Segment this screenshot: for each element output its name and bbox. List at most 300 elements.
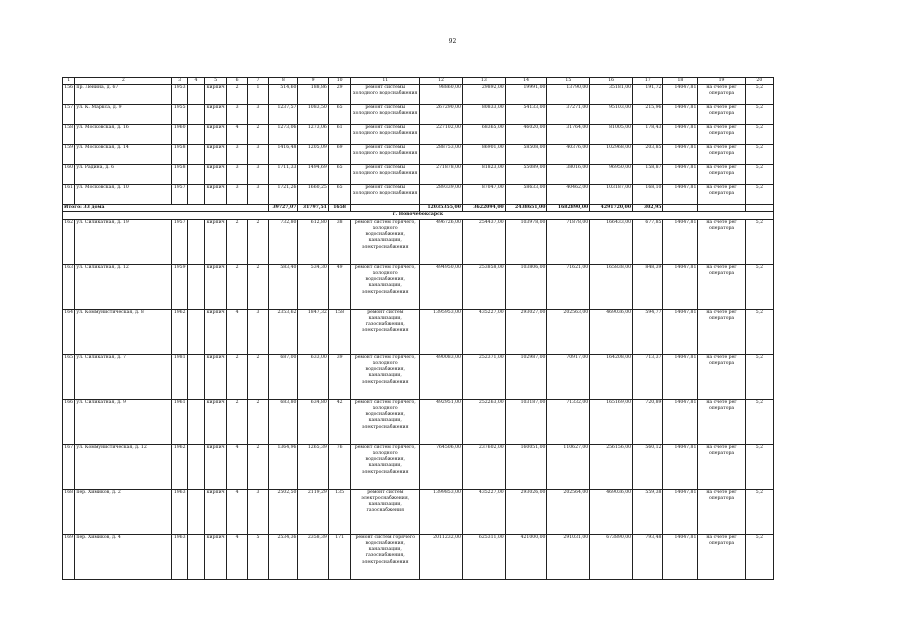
max-unit-cost: 14047,81 xyxy=(663,264,698,309)
column-4 xyxy=(188,399,205,444)
table-row xyxy=(63,264,774,309)
cost-fund: 253858,00 xyxy=(462,264,505,309)
living-area: 2119,29 xyxy=(298,489,328,534)
living-area: 1273,06 xyxy=(298,125,328,145)
cost-fund: 80833,00 xyxy=(462,105,505,125)
address: ул. Силикатная, д. 12 xyxy=(75,264,172,309)
build-year: 1959 xyxy=(172,264,188,309)
term: 5,2 xyxy=(745,219,773,264)
column-4 xyxy=(188,309,205,354)
column-number: 6 xyxy=(227,78,247,85)
total-area: 683,80 xyxy=(269,399,298,444)
column-4 xyxy=(188,219,205,264)
total-cost: 1399853,00 xyxy=(420,489,463,534)
cost-fund: 254437,00 xyxy=(462,219,505,264)
wall-material: кирпич xyxy=(204,309,227,354)
build-year: 1953 xyxy=(172,85,188,105)
row-number: 159 xyxy=(63,145,75,165)
cost-owners: 165169,00 xyxy=(590,399,633,444)
build-year: 1957 xyxy=(172,219,188,264)
cost-owners: 103187,00 xyxy=(590,185,633,205)
unit-cost: 713,37 xyxy=(633,354,663,399)
row-number: 156 xyxy=(63,85,75,105)
column-number: 14 xyxy=(505,78,547,85)
table-row xyxy=(63,354,774,399)
total-area: 514,60 xyxy=(269,85,298,105)
unit-cost: 559,38 xyxy=(633,489,663,534)
term: 5,2 xyxy=(745,264,773,309)
living-area: 1265,39 xyxy=(298,444,328,489)
address: ул. Силикатная, д. 7 xyxy=(75,354,172,399)
work-type: ремонт системы холодного водоснабжения xyxy=(351,185,420,205)
unit-cost: 191,72 xyxy=(633,85,663,105)
entrances: 2 xyxy=(247,444,268,489)
cost-budget-2: 291031,00 xyxy=(547,534,590,579)
entrances: 3 xyxy=(247,145,268,165)
total-cost: 271878,00 xyxy=(420,165,463,185)
residents: 42 xyxy=(328,399,351,444)
living-area: 1847,32 xyxy=(298,309,328,354)
max-unit-cost: 14047,81 xyxy=(663,125,698,145)
row-number: 166 xyxy=(63,399,75,444)
column-4 xyxy=(188,145,205,165)
address: пер. Химиков, д. 4 xyxy=(75,534,172,579)
living-area: 2358,39 xyxy=(298,534,328,579)
fund-method: на счете рег оператора xyxy=(698,105,745,125)
total-p: 1658 xyxy=(328,205,351,212)
residents: 39 xyxy=(328,354,351,399)
cost-budget-1: 58508,00 xyxy=(505,145,547,165)
total-cost: 288753,00 xyxy=(420,145,463,165)
residents: 158 xyxy=(328,309,351,354)
cost-budget-2: 71332,00 xyxy=(547,399,590,444)
column-number: 12 xyxy=(420,78,463,85)
cost-owners: 165838,00 xyxy=(590,264,633,309)
entrances: 3 xyxy=(247,165,268,185)
total-empty xyxy=(663,205,698,212)
column-4 xyxy=(188,354,205,399)
column-4 xyxy=(188,185,205,205)
total-cost: 289339,00 xyxy=(420,185,463,205)
cost-budget-1: 160051,00 xyxy=(505,444,547,489)
unit-cost: 178,43 xyxy=(633,125,663,145)
cost-budget-2: 38016,00 xyxy=(547,165,590,185)
wall-material: кирпич xyxy=(204,165,227,185)
column-number: 3 xyxy=(172,78,188,85)
table-row xyxy=(63,489,774,534)
max-unit-cost: 14047,81 xyxy=(663,85,698,105)
address: ул. К. Маркса, д. 9 xyxy=(75,105,172,125)
floors: 2 xyxy=(227,264,247,309)
wall-material: кирпич xyxy=(204,489,227,534)
column-number: 7 xyxy=(247,78,268,85)
row-number: 158 xyxy=(63,125,75,145)
column-number: 4 xyxy=(188,78,205,85)
cost-owners: 102968,00 xyxy=(590,145,633,165)
term: 5,2 xyxy=(745,534,773,579)
term: 5,2 xyxy=(745,309,773,354)
cost-budget-1: 102987,00 xyxy=(505,354,547,399)
max-unit-cost: 14047,81 xyxy=(663,219,698,264)
unit-cost: 793,48 xyxy=(633,534,663,579)
cost-fund: 625311,00 xyxy=(462,534,505,579)
cost-owners: 164208,00 xyxy=(590,354,633,399)
floors: 4 xyxy=(227,444,247,489)
residents: 29 xyxy=(328,85,351,105)
max-unit-cost: 14047,81 xyxy=(663,489,698,534)
cost-budget-2: 71621,00 xyxy=(547,264,590,309)
total-cost: 496726,00 xyxy=(420,219,463,264)
residents: 65 xyxy=(328,105,351,125)
total-area: 2353,62 xyxy=(269,309,298,354)
total-empty xyxy=(745,205,773,212)
cost-budget-2: 13790,00 xyxy=(547,85,590,105)
build-year: 1958 xyxy=(172,145,188,165)
work-type: ремонт системы холодного водоснабжения xyxy=(351,125,420,145)
work-type: ремонт системы холодного водоснабжения xyxy=(351,165,420,185)
floors: 4 xyxy=(227,309,247,354)
entrances: 1 xyxy=(247,85,268,105)
unit-cost: 168,10 xyxy=(633,185,663,205)
fund-method: на счете рег оператора xyxy=(698,444,745,489)
max-unit-cost: 14047,81 xyxy=(663,399,698,444)
max-unit-cost: 14047,81 xyxy=(663,534,698,579)
term: 5,2 xyxy=(745,354,773,399)
table-row xyxy=(63,399,774,444)
unit-cost: 215,96 xyxy=(633,105,663,125)
build-year: 1960 xyxy=(172,125,188,145)
living-area: 188,86 xyxy=(298,85,328,105)
column-number: 20 xyxy=(745,78,773,85)
entrances: 2 xyxy=(247,354,268,399)
total-cost: 492951,00 xyxy=(420,399,463,444)
cost-budget-2: 40462,00 xyxy=(547,185,590,205)
page-number: 92 xyxy=(448,38,457,45)
table-row xyxy=(63,309,774,354)
cost-budget-1: 103806,00 xyxy=(505,264,547,309)
max-unit-cost: 14047,81 xyxy=(663,165,698,185)
unit-cost: 203,85 xyxy=(633,145,663,165)
table-row xyxy=(63,185,774,205)
row-number: 165 xyxy=(63,354,75,399)
build-year: 1962 xyxy=(172,444,188,489)
address: ул. Радина, д. 6 xyxy=(75,165,172,185)
total-cost: 267290,00 xyxy=(420,105,463,125)
column-4 xyxy=(188,105,205,125)
total-cost: 764506,00 xyxy=(420,444,463,489)
column-number: 9 xyxy=(298,78,328,85)
total-a2: 31797,51 xyxy=(298,205,328,212)
floors: 2 xyxy=(227,85,247,105)
total-cost: 490083,00 xyxy=(420,354,463,399)
total-row xyxy=(63,205,774,212)
wall-material: кирпич xyxy=(204,85,227,105)
build-year: 1963 xyxy=(172,534,188,579)
row-number: 161 xyxy=(63,185,75,205)
cost-budget-1: 103978,00 xyxy=(505,219,547,264)
max-unit-cost: 14047,81 xyxy=(663,145,698,165)
work-type: ремонт системы холодного водоснабжения xyxy=(351,105,420,125)
column-number: 8 xyxy=(269,78,298,85)
row-number: 162 xyxy=(63,219,75,264)
entrances: 3 xyxy=(247,489,268,534)
cost-budget-2: 31764,00 xyxy=(547,125,590,145)
work-type: ремонт систем электроснабжения, канализации, газоснабжения xyxy=(351,489,420,534)
column-4 xyxy=(188,489,205,534)
cost-fund: 86901,00 xyxy=(462,145,505,165)
fund-method: на счете рег оператора xyxy=(698,399,745,444)
floors: 4 xyxy=(227,125,247,145)
living-area: 534,30 xyxy=(298,264,328,309)
total-area: 1237,57 xyxy=(269,105,298,125)
wall-material: кирпич xyxy=(204,264,227,309)
total-area: 687,00 xyxy=(269,354,298,399)
residents: 69 xyxy=(328,145,351,165)
living-area: 612,80 xyxy=(298,219,328,264)
entrances: 3 xyxy=(247,185,268,205)
wall-material: кирпич xyxy=(204,145,227,165)
total-area: 1273,06 xyxy=(269,125,298,145)
living-area: 1205,09 xyxy=(298,145,328,165)
cost-owners: 469036,00 xyxy=(590,309,633,354)
cost-budget-1: 55089,00 xyxy=(505,165,547,185)
floors: 3 xyxy=(227,145,247,165)
row-number: 157 xyxy=(63,105,75,125)
address: ул. Коммунистическая, д. 8 xyxy=(75,309,172,354)
total-area: 1416,48 xyxy=(269,145,298,165)
cost-fund: 435227,00 xyxy=(462,309,505,354)
row-number: 169 xyxy=(63,534,75,579)
wall-material: кирпич xyxy=(204,125,227,145)
column-4 xyxy=(188,264,205,309)
wall-material: кирпич xyxy=(204,219,227,264)
total-area: 1711,33 xyxy=(269,165,298,185)
city-name: г. Новочебоксарск xyxy=(63,212,774,219)
cost-budget-1: 293026,00 xyxy=(505,489,547,534)
column-number: 13 xyxy=(462,78,505,85)
fund-method: на счете рег оператора xyxy=(698,165,745,185)
cost-budget-2: 37271,00 xyxy=(547,105,590,125)
city-section-row xyxy=(63,212,774,219)
row-number: 167 xyxy=(63,444,75,489)
work-type: ремонт системы холодного водоснабжения xyxy=(351,145,420,165)
cost-owners: 96950,00 xyxy=(590,165,633,185)
fund-method: на счете рег оператора xyxy=(698,354,745,399)
column-4 xyxy=(188,534,205,579)
total-area: 1721,26 xyxy=(269,185,298,205)
column-number-row xyxy=(63,78,774,85)
residents: 38 xyxy=(328,219,351,264)
cost-fund: 252371,00 xyxy=(462,354,505,399)
max-unit-cost: 14047,81 xyxy=(663,354,698,399)
fund-method: на счете рег оператора xyxy=(698,309,745,354)
residents: 49 xyxy=(328,264,351,309)
term: 5,2 xyxy=(745,145,773,165)
floors: 2 xyxy=(227,219,247,264)
residents: 76 xyxy=(328,444,351,489)
entrances: 3 xyxy=(247,105,268,125)
total-c16: 4291720,00 xyxy=(590,205,633,212)
max-unit-cost: 14047,81 xyxy=(663,105,698,125)
fund-method: на счете рег оператора xyxy=(698,489,745,534)
total-area: 2534,36 xyxy=(269,534,298,579)
entrances: 5 xyxy=(247,534,268,579)
work-type: ремонт систем канализации, газоснабжения, электроснабжения xyxy=(351,309,420,354)
table-row xyxy=(63,534,774,579)
wall-material: кирпич xyxy=(204,399,227,444)
max-unit-cost: 14047,81 xyxy=(663,444,698,489)
floors: 3 xyxy=(227,165,247,185)
address: ул. Коммунистическая, д. 12 xyxy=(75,444,172,489)
work-type: ремонт систем горячего, холодного водоснабжения, канализации, электроснабжения xyxy=(351,399,420,444)
living-area: 1494,69 xyxy=(298,165,328,185)
work-type: ремонт системы холодного водоснабжения xyxy=(351,85,420,105)
total-area: 2502,50 xyxy=(269,489,298,534)
entrances: 2 xyxy=(247,125,268,145)
residents: 65 xyxy=(328,185,351,205)
work-type: ремонт систем горячего, холодного водоснабжения, канализации, электроснабжения xyxy=(351,444,420,489)
table-row xyxy=(63,219,774,264)
build-year: 1958 xyxy=(172,165,188,185)
cost-owners: 95103,00 xyxy=(590,105,633,125)
wall-material: кирпич xyxy=(204,354,227,399)
cost-budget-1: 103187,00 xyxy=(505,399,547,444)
cost-owners: 166433,00 xyxy=(590,219,633,264)
table-row xyxy=(63,444,774,489)
total-a1: 39727,07 xyxy=(269,205,298,212)
work-type: ремонт систем горячего, холодного водоснабжения, канализации, электроснабжения xyxy=(351,219,420,264)
term: 5,2 xyxy=(745,125,773,145)
total-area: 1364,96 xyxy=(269,444,298,489)
term: 5,2 xyxy=(745,185,773,205)
cost-owners: 673890,00 xyxy=(590,534,633,579)
table-row xyxy=(63,105,774,125)
column-4 xyxy=(188,85,205,105)
cost-budget-2: 70917,00 xyxy=(547,354,590,399)
entrances: 2 xyxy=(247,264,268,309)
row-number: 164 xyxy=(63,309,75,354)
row-number: 163 xyxy=(63,264,75,309)
column-number: 2 xyxy=(75,78,172,85)
fund-method: на счете рег оператора xyxy=(698,125,745,145)
total-label: Итого: 33 дома xyxy=(63,205,269,212)
living-area: 634,80 xyxy=(298,399,328,444)
wall-material: кирпич xyxy=(204,105,227,125)
address: пер. Химиков, д. 2 xyxy=(75,489,172,534)
address: ул. Московская, д. 16 xyxy=(75,125,172,145)
floors: 4 xyxy=(227,489,247,534)
table-row xyxy=(63,85,774,105)
total-cost: 2011232,00 xyxy=(420,534,463,579)
capital-repair-table xyxy=(62,77,774,580)
build-year: 1981 xyxy=(172,354,188,399)
cost-budget-2: 110627,00 xyxy=(547,444,590,489)
term: 5,2 xyxy=(745,85,773,105)
total-empty xyxy=(698,205,745,212)
max-unit-cost: 14047,81 xyxy=(663,309,698,354)
total-cost: 1395953,00 xyxy=(420,309,463,354)
term: 5,2 xyxy=(745,489,773,534)
unit-cost: 158,87 xyxy=(633,165,663,185)
work-type: ремонт систем горячего, холодного водоснабжения, канализации, электроснабжения xyxy=(351,354,420,399)
cost-budget-2: 202564,00 xyxy=(547,489,590,534)
fund-method: на счете рег оператора xyxy=(698,85,745,105)
total-c13: 3622094,00 xyxy=(462,205,505,212)
total-area: 583,40 xyxy=(269,264,298,309)
table-row xyxy=(63,125,774,145)
residents: 135 xyxy=(328,489,351,534)
row-number: 168 xyxy=(63,489,75,534)
build-year: 1962 xyxy=(172,309,188,354)
wall-material: кирпич xyxy=(204,444,227,489)
table-row xyxy=(63,145,774,165)
entrances: 3 xyxy=(247,309,268,354)
wall-material: кирпич xyxy=(204,534,227,579)
cost-fund: 252263,00 xyxy=(462,399,505,444)
cost-fund: 237602,00 xyxy=(462,444,505,489)
work-type: ремонт систем горячего водоснабжения, канализации, газоснабжения, электроснабжения xyxy=(351,534,420,579)
cost-owners: 469036,00 xyxy=(590,489,633,534)
column-4 xyxy=(188,444,205,489)
total-c17: 302,95 xyxy=(633,205,663,212)
total-c14: 2438651,00 xyxy=(505,205,547,212)
build-year: 1955 xyxy=(172,105,188,125)
cost-owners: 35181,00 xyxy=(590,85,633,105)
cost-fund: 87047,00 xyxy=(462,185,505,205)
cost-budget-1: 19991,00 xyxy=(505,85,547,105)
entrances: 2 xyxy=(247,219,268,264)
fund-method: на счете рег оператора xyxy=(698,264,745,309)
total-area: 732,80 xyxy=(269,219,298,264)
wall-material: кирпич xyxy=(204,185,227,205)
address: ул. Силикатная, д. 19 xyxy=(75,219,172,264)
entrances: 2 xyxy=(247,399,268,444)
cost-fund: 81823,00 xyxy=(462,165,505,185)
living-area: 633,00 xyxy=(298,354,328,399)
cost-budget-1: 46020,00 xyxy=(505,125,547,145)
address: ул. Московская, д. 10 xyxy=(75,185,172,205)
fund-method: на счете рег оператора xyxy=(698,185,745,205)
cost-budget-1: 293027,00 xyxy=(505,309,547,354)
floors: 3 xyxy=(227,185,247,205)
column-number: 16 xyxy=(590,78,633,85)
living-area: 1660,25 xyxy=(298,185,328,205)
column-4 xyxy=(188,165,205,185)
unit-cost: 720,89 xyxy=(633,399,663,444)
floors: 2 xyxy=(227,354,247,399)
fund-method: на счете рег оператора xyxy=(698,145,745,165)
cost-budget-1: 58633,00 xyxy=(505,185,547,205)
cost-budget-1: 421000,00 xyxy=(505,534,547,579)
table-row xyxy=(63,165,774,185)
unit-cost: 677,85 xyxy=(633,219,663,264)
fund-method: на счете рег оператора xyxy=(698,534,745,579)
total-c15: 1682890,00 xyxy=(547,205,590,212)
row-number: 160 xyxy=(63,165,75,185)
term: 5,2 xyxy=(745,105,773,125)
cost-fund: 68365,00 xyxy=(462,125,505,145)
column-number: 19 xyxy=(698,78,745,85)
floors: 3 xyxy=(227,105,247,125)
column-number: 10 xyxy=(328,78,351,85)
address: пр. Ленина, д. 67 xyxy=(75,85,172,105)
column-number: 18 xyxy=(663,78,698,85)
term: 5,2 xyxy=(745,399,773,444)
column-number: 5 xyxy=(204,78,227,85)
build-year: 1957 xyxy=(172,185,188,205)
cost-budget-2: 202563,00 xyxy=(547,309,590,354)
build-year: 1963 xyxy=(172,489,188,534)
